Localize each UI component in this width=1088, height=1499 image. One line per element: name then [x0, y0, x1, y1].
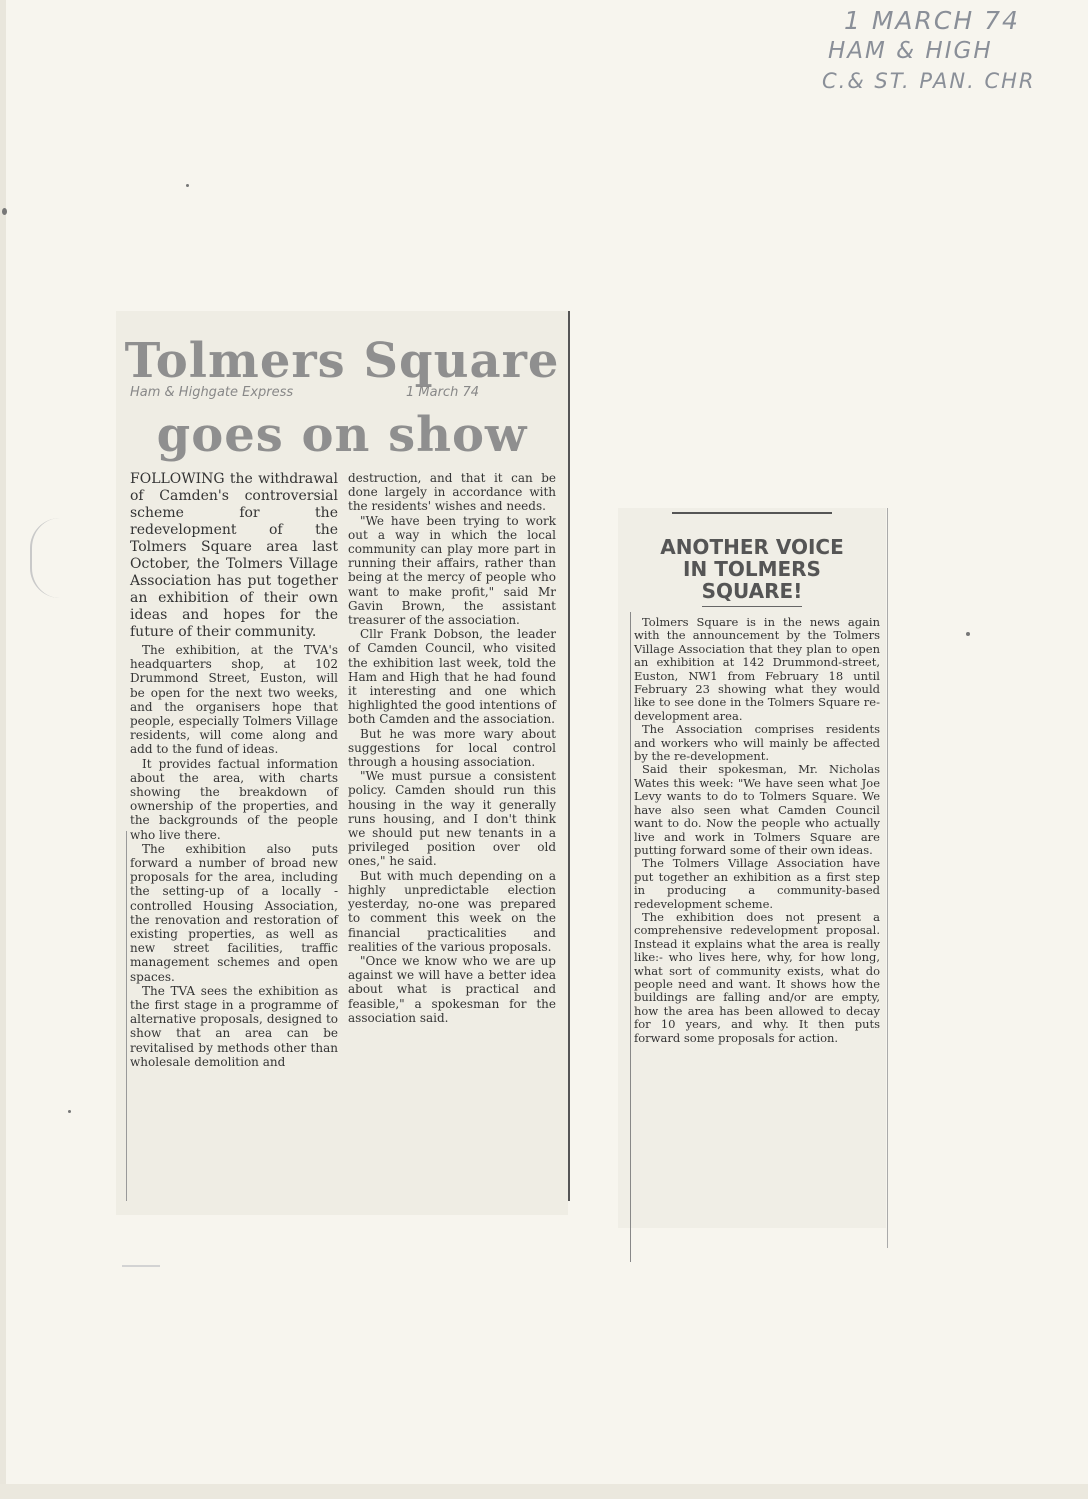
column-rule	[887, 508, 888, 1248]
article-column-right	[348, 471, 556, 1025]
paragraph: The Association comprises residents and workers who will mainly be affected by the re-development.	[634, 722, 880, 764]
headline-line-2: goes on show	[156, 407, 528, 463]
top-rule	[672, 512, 832, 514]
handwritten-date: 1 MARCH 74	[844, 6, 1020, 35]
paragraph: "Once we know who we are up against we will have a better idea about what is practical and feasible," a spokesman for the association said.	[348, 953, 556, 1025]
handwritten-annotation-source: Ham & Highgate Express	[130, 385, 294, 400]
margin-dot	[2, 208, 7, 215]
paragraph: The exhibition, at the TVA's headquarters shop, at 102 Drummond Street, Euston, will be open for the next two weeks, and the organisers hope that people, especially Tolmers Village residents, will come along and add to the fund of ideas.	[130, 643, 338, 757]
paragraph: Cllr Frank Dobson, the leader of Camden Council, who visited the exhibition last week, told the Ham and High that he had found it interesting and one which highlighted the good intentions of both Camden and the association.	[348, 627, 556, 727]
paragraph: "We must pursue a consistent policy. Camden should run this housing in the way it generally runs housing, and I don't think we should put new tenants in a privileged position over old ones," he said.	[348, 769, 556, 869]
margin-dot	[68, 1110, 71, 1113]
divider	[702, 606, 802, 607]
paragraph: The exhibition does not present a comprehensive redevelopment proposal. Instead it explains what the area is really like:- who lives here, why, for how long, what sort of community exists, what do people need and want. It shows how the buildings are falling and/or are empty, how the area has been allowed to decay for 10 years, and why. It then puts forward some proposals for action.	[634, 909, 880, 1045]
margin-mark	[30, 518, 62, 598]
box-headline-line-3: SQUARE!	[701, 579, 803, 603]
paragraph: Said their spokesman, Mr. Nicholas Wates this week: "We have seen what Joe Levy wants to do to Tolmers Square. We have also seen what Camden Council want to do. Now the people who actually live and work in Tolmers Square are putting forward some of their own ideas.	[634, 762, 880, 857]
page-edge	[0, 0, 6, 1499]
handwritten-note	[818, 6, 1080, 96]
column-rule	[126, 831, 127, 1201]
paragraph: destruction, and that it can be done largely in accordance with the residents' wishes and needs.	[348, 471, 556, 514]
news-clipping-box	[618, 508, 886, 1228]
article-column-left	[130, 471, 338, 1069]
box-headline-line-1: ANOTHER VOICE	[660, 535, 844, 559]
margin-dot	[186, 184, 189, 187]
box-article-body	[634, 616, 880, 1045]
headline-line-1: Tolmers Square	[124, 333, 560, 389]
paragraph: FOLLOWING the withdrawal of Camden's controversial scheme for the redevelopment of the Tolmers Square area last October, the Tolmers Village Association has put together an exhibition of their own ideas and hopes for the future of their community.	[130, 471, 338, 640]
column-rule	[630, 612, 631, 1262]
page-edge-bottom	[0, 1484, 1088, 1499]
paragraph: It provides factual information about the area, with charts showing the breakdown of ownership of the properties, and the backgrounds of the people who live there.	[130, 756, 338, 842]
paragraph: But he was more wary about suggestions for local control through a housing association.	[348, 726, 556, 770]
handwritten-area: C.& ST. PAN. CHR	[822, 69, 1036, 93]
box-headline-line-2: IN TOLMERS	[683, 557, 821, 581]
paragraph: But with much depending on a highly unpredictable election yesterday, no-one was prepared to comment this week on the financial practicalities and realities of the various proposals.	[348, 868, 556, 954]
column-rule	[568, 311, 570, 1201]
paragraph: The Tolmers Village Association have put together an exhibition as a first step in producing a community-based redevelopment scheme.	[634, 856, 880, 911]
paragraph: The TVA sees the exhibition as the first stage in a programme of alternative proposals, designed to show that an area can be revitalised by methods other than wholesale demolition and	[130, 983, 338, 1069]
pencil-mark	[122, 1265, 160, 1267]
handwritten-annotation-date: 1 March 74	[406, 385, 479, 400]
margin-dot	[966, 632, 970, 636]
paragraph: The exhibition also puts forward a number of broad new proposals for the area, including the setting-up of a locally - controlled Housing Association, the renovation and restoration of existing properties, as well as new street facilities, traffic management schemes and open spaces.	[130, 841, 338, 984]
paragraph: Tolmers Square is in the news again with the announcement by the Tolmers Village Association that they plan to open an exhibition at 142 Drummond-street, Euston, NW1 from February 18 until February 23 showing what they would like to see done in the Tolmers Square re-development area.	[634, 615, 880, 723]
news-clipping-main	[116, 311, 568, 1215]
box-headline	[618, 536, 886, 602]
paragraph: "We have been trying to work out a way in which the local community can play more part in running their affairs, rather than being at the mercy of people who want to make profit," said Mr Gavin Brown, the assistant treasurer of the association.	[348, 513, 556, 628]
handwritten-source: HAM & HIGH	[828, 38, 993, 64]
